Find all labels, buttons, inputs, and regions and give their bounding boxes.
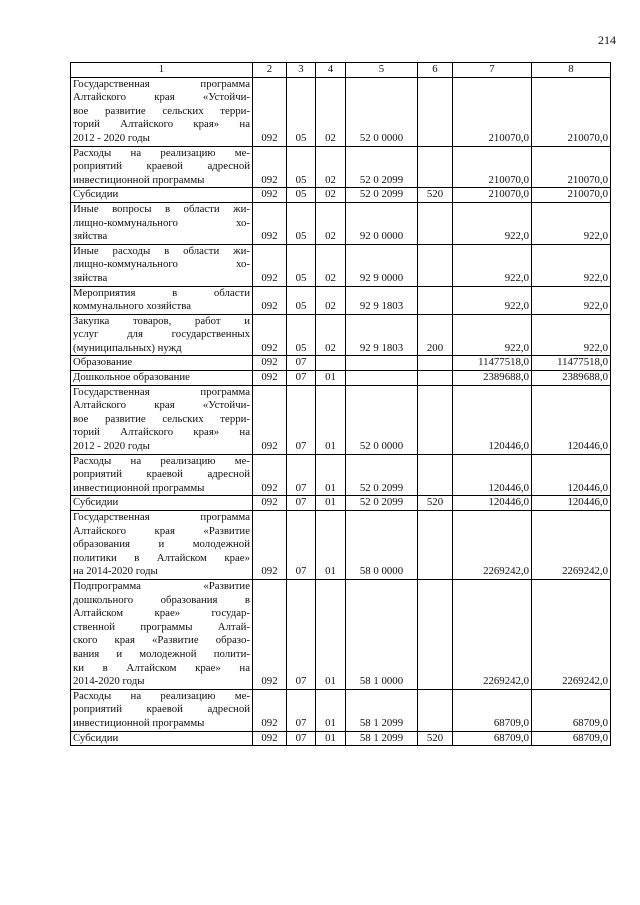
item-name-line: политики в Алтайском крае»	[73, 551, 250, 564]
cell-ministry-code: 092	[253, 496, 287, 511]
column-header: 7	[453, 63, 532, 78]
cell-section: 07	[287, 385, 316, 454]
cell-item-name	[71, 314, 253, 356]
cell-item-name	[71, 511, 253, 580]
cell-amount: 2389688,0	[453, 371, 532, 386]
cell-amount: 210070,0	[453, 146, 532, 188]
table-body	[71, 77, 611, 746]
cell-amount-total: 11477518,0	[532, 356, 611, 371]
item-name-line: Образование	[73, 356, 133, 369]
item-name-line: торий Алтайского края» на	[73, 118, 250, 131]
cell-ministry-code: 092	[253, 202, 287, 244]
cell-section: 07	[287, 371, 316, 386]
item-name-line: инвестиционной программы	[73, 716, 205, 729]
cell-expense-type	[418, 202, 453, 244]
item-name-line: Дошкольное образование	[73, 371, 190, 384]
cell-amount-total: 2269242,0	[532, 579, 611, 689]
table-row	[71, 511, 611, 580]
cell-ministry-code: 092	[253, 385, 287, 454]
cell-subsection: 02	[316, 77, 346, 146]
cell-item-name	[71, 356, 253, 371]
column-header: 3	[287, 63, 316, 78]
cell-amount: 922,0	[453, 286, 532, 314]
cell-ministry-code: 092	[253, 689, 287, 731]
cell-amount: 922,0	[453, 314, 532, 356]
table-row	[71, 579, 611, 689]
item-name-line: лищно-коммунального хо-	[73, 216, 250, 229]
item-name-line: дошкольного образования в	[73, 593, 250, 606]
cell-amount-total: 922,0	[532, 314, 611, 356]
cell-expense-type: 200	[418, 314, 453, 356]
cell-subsection: 02	[316, 286, 346, 314]
cell-target-article: 52 0 2099	[346, 454, 418, 496]
item-name-line: Государственная программа	[73, 77, 250, 90]
table-row	[71, 77, 611, 146]
table-row	[71, 286, 611, 314]
item-name-line: Расходы на реализацию ме-	[73, 146, 250, 159]
item-name-line: ственной программы Алтай-	[73, 620, 250, 633]
cell-amount: 922,0	[453, 244, 532, 286]
cell-section: 05	[287, 286, 316, 314]
cell-amount-total: 68709,0	[532, 689, 611, 731]
cell-ministry-code: 092	[253, 77, 287, 146]
cell-item-name	[71, 496, 253, 511]
cell-expense-type: 520	[418, 731, 453, 746]
cell-target-article: 58 0 0000	[346, 511, 418, 580]
cell-section: 07	[287, 731, 316, 746]
cell-amount-total: 922,0	[532, 244, 611, 286]
cell-item-name	[71, 371, 253, 386]
cell-ministry-code: 092	[253, 371, 287, 386]
cell-amount: 120446,0	[453, 454, 532, 496]
column-header: 8	[532, 63, 611, 78]
cell-item-name	[71, 77, 253, 146]
cell-target-article: 58 1 2099	[346, 731, 418, 746]
cell-target-article: 52 0 2099	[346, 496, 418, 511]
cell-expense-type: 520	[418, 496, 453, 511]
cell-section: 07	[287, 356, 316, 371]
cell-subsection: 02	[316, 314, 346, 356]
item-name-line: Расходы на реализацию ме-	[73, 454, 250, 467]
cell-target-article: 58 1 0000	[346, 579, 418, 689]
cell-expense-type	[418, 385, 453, 454]
cell-subsection: 01	[316, 496, 346, 511]
cell-section: 05	[287, 244, 316, 286]
item-name-line: Субсидии	[73, 188, 119, 201]
cell-amount: 922,0	[453, 202, 532, 244]
item-name-line: Алтайского края «Развитие	[73, 524, 250, 537]
cell-item-name	[71, 689, 253, 731]
cell-target-article: 52 0 2099	[346, 146, 418, 188]
cell-amount: 2269242,0	[453, 511, 532, 580]
item-name-line: Мероприятия в области	[73, 286, 250, 299]
cell-item-name	[71, 244, 253, 286]
cell-amount: 210070,0	[453, 77, 532, 146]
cell-amount-total: 922,0	[532, 286, 611, 314]
item-name-line: ки в Алтайском крае» на	[73, 661, 250, 674]
cell-expense-type: 520	[418, 188, 453, 203]
cell-item-name	[71, 188, 253, 203]
cell-subsection: 02	[316, 188, 346, 203]
item-name-line: 2014-2020 годы	[73, 675, 145, 688]
cell-subsection: 01	[316, 579, 346, 689]
cell-section: 07	[287, 496, 316, 511]
cell-target-article: 52 0 0000	[346, 385, 418, 454]
item-name-line: роприятий краевой адресной	[73, 160, 250, 173]
item-name-line: Субсидии	[73, 496, 119, 509]
header-row	[71, 63, 611, 78]
item-name-line: роприятий краевой адресной	[73, 703, 250, 716]
table-row	[71, 371, 611, 386]
cell-ministry-code: 092	[253, 579, 287, 689]
item-name-line: вания и молодежной полити-	[73, 647, 250, 660]
item-name-line: коммунального хозяйства	[73, 300, 192, 313]
item-name-line: 2012 - 2020 годы	[73, 131, 150, 144]
column-header: 6	[418, 63, 453, 78]
cell-section: 05	[287, 314, 316, 356]
cell-amount-total: 2269242,0	[532, 511, 611, 580]
cell-target-article: 92 9 1803	[346, 286, 418, 314]
cell-amount: 68709,0	[453, 731, 532, 746]
table-row	[71, 202, 611, 244]
cell-expense-type	[418, 77, 453, 146]
cell-subsection: 02	[316, 146, 346, 188]
table-row	[71, 731, 611, 746]
cell-target-article: 52 0 2099	[346, 188, 418, 203]
cell-section: 07	[287, 454, 316, 496]
cell-section: 05	[287, 146, 316, 188]
cell-amount: 11477518,0	[453, 356, 532, 371]
cell-ministry-code: 092	[253, 731, 287, 746]
item-name-line: Алтайского края «Устойчи-	[73, 91, 250, 104]
table-row	[71, 356, 611, 371]
cell-amount: 68709,0	[453, 689, 532, 731]
cell-ministry-code: 092	[253, 356, 287, 371]
item-name-line: Алтайском крае» государ-	[73, 607, 250, 620]
cell-amount-total: 120446,0	[532, 454, 611, 496]
table-row	[71, 454, 611, 496]
item-name-line: 2012 - 2020 годы	[73, 440, 150, 453]
cell-section: 05	[287, 77, 316, 146]
cell-expense-type	[418, 356, 453, 371]
cell-amount-total: 2389688,0	[532, 371, 611, 386]
cell-target-article: 92 9 0000	[346, 244, 418, 286]
cell-item-name	[71, 454, 253, 496]
cell-amount-total: 120446,0	[532, 385, 611, 454]
cell-expense-type	[418, 146, 453, 188]
cell-expense-type	[418, 244, 453, 286]
cell-ministry-code: 092	[253, 454, 287, 496]
table-row	[71, 244, 611, 286]
item-name-line: лищно-коммунального хо-	[73, 258, 250, 271]
cell-item-name	[71, 146, 253, 188]
cell-section: 05	[287, 188, 316, 203]
cell-target-article	[346, 356, 418, 371]
cell-subsection: 01	[316, 371, 346, 386]
item-name-line: инвестиционной программы	[73, 481, 205, 494]
cell-subsection	[316, 356, 346, 371]
cell-subsection: 02	[316, 202, 346, 244]
item-name-line: зяйства	[73, 271, 108, 284]
cell-section: 05	[287, 202, 316, 244]
budget-table	[70, 62, 611, 746]
page-number: 214	[598, 33, 616, 47]
item-name-line: зяйства	[73, 230, 108, 243]
item-name-line: (муниципальных) нужд	[73, 341, 182, 354]
cell-expense-type	[418, 579, 453, 689]
cell-ministry-code: 092	[253, 511, 287, 580]
table-row	[71, 689, 611, 731]
table-row	[71, 385, 611, 454]
cell-section: 07	[287, 689, 316, 731]
item-name-line: Иные вопросы в области жи-	[73, 202, 250, 215]
cell-section: 07	[287, 579, 316, 689]
table-row	[71, 496, 611, 511]
cell-item-name	[71, 731, 253, 746]
cell-expense-type	[418, 371, 453, 386]
item-name-line: Расходы на реализацию ме-	[73, 689, 250, 702]
item-name-line: Субсидии	[73, 731, 119, 744]
cell-subsection: 01	[316, 731, 346, 746]
cell-amount: 2269242,0	[453, 579, 532, 689]
item-name-line: образования и молодежной	[73, 538, 250, 551]
cell-amount: 120446,0	[453, 496, 532, 511]
cell-target-article: 92 0 0000	[346, 202, 418, 244]
item-name-line: роприятий краевой адресной	[73, 468, 250, 481]
table-row	[71, 314, 611, 356]
cell-item-name	[71, 286, 253, 314]
item-name-line: на 2014-2020 годы	[73, 565, 158, 578]
cell-subsection: 01	[316, 511, 346, 580]
cell-subsection: 01	[316, 385, 346, 454]
cell-target-article: 58 1 2099	[346, 689, 418, 731]
cell-amount-total: 120446,0	[532, 496, 611, 511]
column-header: 5	[346, 63, 418, 78]
cell-amount: 120446,0	[453, 385, 532, 454]
item-name-line: торий Алтайского края» на	[73, 426, 250, 439]
item-name-line: Алтайского края «Устойчи-	[73, 399, 250, 412]
item-name-line: услуг для государственных	[73, 328, 250, 341]
cell-subsection: 01	[316, 454, 346, 496]
item-name-line: вое развитие сельских терри-	[73, 412, 250, 425]
cell-target-article: 52 0 0000	[346, 77, 418, 146]
cell-expense-type	[418, 454, 453, 496]
cell-ministry-code: 092	[253, 244, 287, 286]
cell-item-name	[71, 385, 253, 454]
cell-expense-type	[418, 511, 453, 580]
cell-subsection: 02	[316, 244, 346, 286]
table-row	[71, 146, 611, 188]
cell-target-article: 92 9 1803	[346, 314, 418, 356]
column-header: 2	[253, 63, 287, 78]
item-name-line: инвестиционной программы	[73, 173, 205, 186]
cell-target-article	[346, 371, 418, 386]
cell-amount-total: 210070,0	[532, 188, 611, 203]
cell-subsection: 01	[316, 689, 346, 731]
column-header: 1	[71, 63, 253, 78]
cell-ministry-code: 092	[253, 286, 287, 314]
cell-ministry-code: 092	[253, 188, 287, 203]
item-name-line: Государственная программа	[73, 511, 250, 523]
cell-amount-total: 210070,0	[532, 146, 611, 188]
column-header: 4	[316, 63, 346, 78]
cell-amount-total: 68709,0	[532, 731, 611, 746]
table-row	[71, 188, 611, 203]
cell-expense-type	[418, 689, 453, 731]
cell-expense-type	[418, 286, 453, 314]
cell-item-name	[71, 579, 253, 689]
item-name-line: Подпрограмма «Развитие	[73, 579, 250, 592]
cell-amount-total: 210070,0	[532, 77, 611, 146]
cell-amount-total: 922,0	[532, 202, 611, 244]
cell-section: 07	[287, 511, 316, 580]
item-name-line: ского края «Развитие образо-	[73, 634, 250, 647]
item-name-line: Закупка товаров, работ и	[73, 314, 250, 327]
item-name-line: Государственная программа	[73, 385, 250, 398]
item-name-line: Иные расходы в области жи-	[73, 244, 250, 257]
cell-item-name	[71, 202, 253, 244]
cell-ministry-code: 092	[253, 314, 287, 356]
cell-amount: 210070,0	[453, 188, 532, 203]
cell-ministry-code: 092	[253, 146, 287, 188]
item-name-line: вое развитие сельских терри-	[73, 104, 250, 117]
